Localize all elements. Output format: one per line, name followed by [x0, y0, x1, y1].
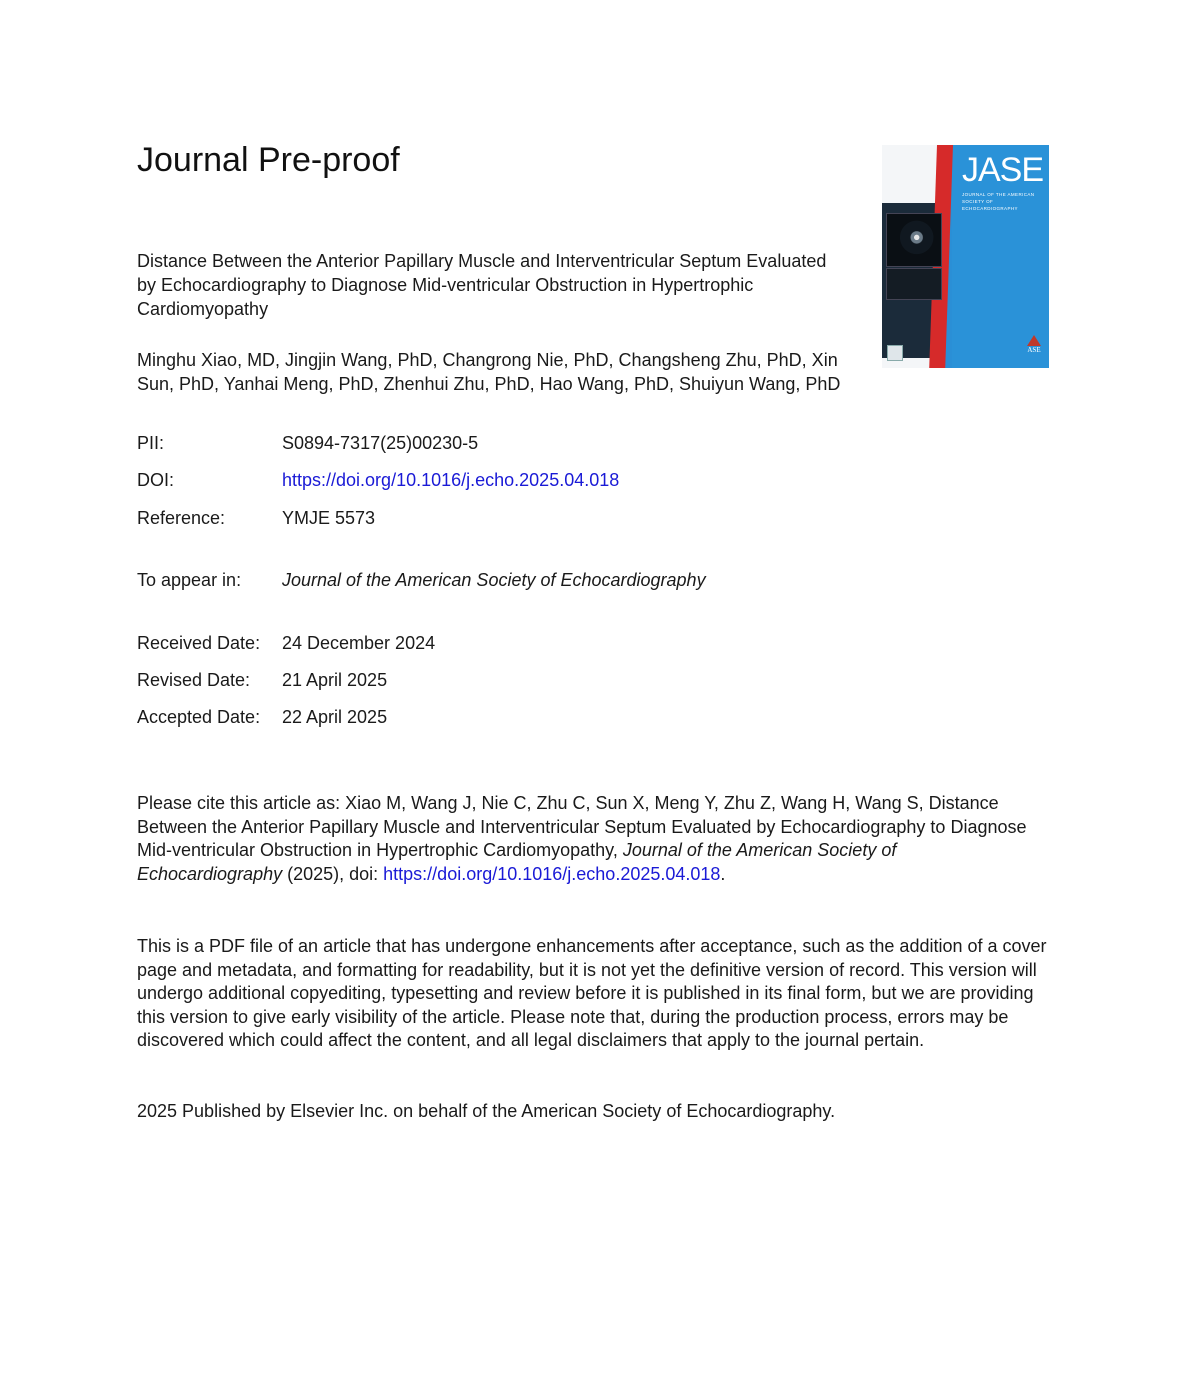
- cover-journal-full: JOURNAL OF THE AMERICAN SOCIETY OF ECHOCARDIOGRAPHY: [962, 192, 1035, 211]
- author-list: Minghu Xiao, MD, Jingjin Wang, PhD, Changrong Nie, PhD, Changsheng Zhu, PhD, Xin Sun, PhD, Yanhai Meng, PhD, Zhenhui Zhu, PhD, Hao Wang, PhD, Shuiyun Wang, PhD: [137, 350, 841, 394]
- ase-logo-text: ASE: [1027, 346, 1041, 354]
- echocardiogram-thumbnail: [886, 213, 942, 267]
- citation-doi-link[interactable]: https://doi.org/10.1016/j.echo.2025.04.018: [383, 863, 721, 884]
- appear-in-journal: Journal of the American Society of Echocardiography: [282, 570, 706, 590]
- journal-cover-image: [882, 145, 1049, 368]
- elsevier-logo-icon: [887, 345, 903, 361]
- accepted-date-label: Accepted Date:: [137, 707, 261, 727]
- reference-label: Reference:: [137, 508, 226, 528]
- revised-date-value: 21 April 2025: [282, 670, 388, 690]
- doi-label: DOI:: [137, 470, 175, 490]
- revised-date-label: Revised Date:: [137, 670, 251, 690]
- doi-link[interactable]: https://doi.org/10.1016/j.echo.2025.04.018: [282, 470, 620, 490]
- disclaimer-paragraph: This is a PDF file of an article that has undergone enhancements after acceptance, such as the addition of a cover page and metadata, and formatting for readability, but it is not yet the definitive version of record. This version will undergo additional copyediting, typesetting and review before it is published in its final form, but we are providing this version to give early visibility of the article. Please note that, during the production process, errors may be discovered which could affect the content, and all legal disclaimers that apply to the journal pertain.: [137, 936, 1047, 1051]
- citation-paragraph: [137, 792, 1037, 886]
- page-title: Journal Pre-proof: [137, 141, 400, 179]
- citation-text: Please cite this article as: Xiao M, Wang J, Nie C, Zhu C, Sun X, Meng Y, Zhu Z, Wang H, Wang S, Distance Between the Anterior Papillary Muscle and Interventricular Septum Evaluated by Echocardiography to Diagnose Mid-ventricular Obstruction in Hypertrophic Cardiomyopathy,: [137, 793, 1027, 861]
- accepted-date-value: 22 April 2025: [282, 707, 388, 727]
- echocardiogram-thumbnail-2: [886, 268, 942, 300]
- reference-value: YMJE 5573: [282, 508, 376, 528]
- citation-end: .: [720, 863, 726, 884]
- received-date-value: 24 December 2024: [282, 633, 436, 653]
- ase-logo-icon: [1022, 335, 1046, 363]
- citation-journal: Journal of the American Society of Echocardiography: [137, 840, 897, 884]
- appear-in-label: To appear in:: [137, 570, 242, 590]
- pii-label: PII:: [137, 433, 165, 453]
- cover-journal-abbr: JASE: [962, 151, 1044, 189]
- received-date-label: Received Date:: [137, 633, 261, 653]
- publisher-statement: 2025 Published by Elsevier Inc. on behalf of the American Society of Echocardiography.: [137, 1101, 836, 1121]
- pii-value: S0894-7317(25)00230-5: [282, 433, 479, 453]
- citation-year-doi: (2025), doi:: [282, 863, 384, 884]
- article-title: Distance Between the Anterior Papillary Muscle and Interventricular Septum Evaluated by Echocardiography to Diagnose Mid-ventricular Obstruction in Hypertrophic Cardiomyopathy: [137, 251, 827, 319]
